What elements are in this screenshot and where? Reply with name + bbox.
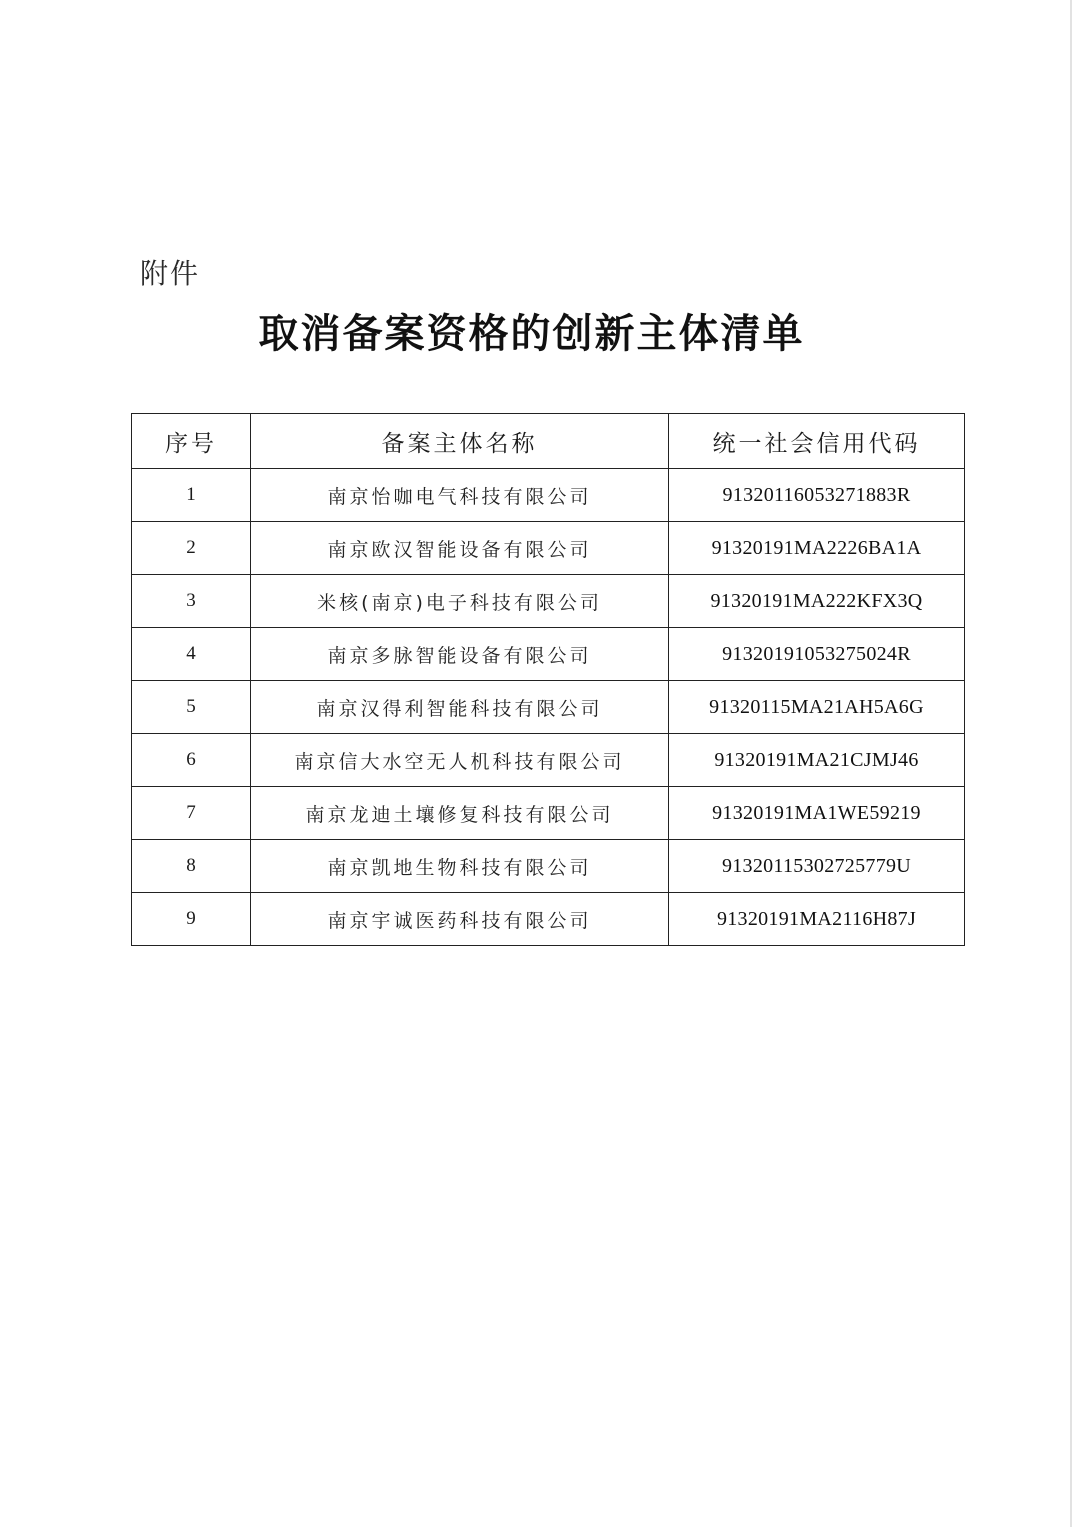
row-credit-code: 91320191053275024R (669, 628, 965, 681)
row-entity-name: 南京怡咖电气科技有限公司 (251, 469, 669, 522)
table-row (132, 469, 965, 522)
row-credit-code: 91320115MA21AH5A6G (669, 681, 965, 734)
table-row (132, 787, 965, 840)
row-credit-code: 91320115302725779U (669, 840, 965, 893)
row-entity-name: 南京凯地生物科技有限公司 (251, 840, 669, 893)
attachment-label: 附件 (140, 257, 201, 290)
table-row (132, 522, 965, 575)
row-index: 4 (132, 628, 251, 681)
row-credit-code: 91320191MA1WE59219 (669, 787, 965, 840)
document-title: 取消备案资格的创新主体清单 (258, 310, 805, 357)
row-index: 1 (132, 469, 251, 522)
header-index: 序号 (132, 414, 251, 469)
row-credit-code: 91320191MA21CJMJ46 (669, 734, 965, 787)
row-entity-name: 南京欧汉智能设备有限公司 (251, 522, 669, 575)
row-entity-name: 南京龙迪土壤修复科技有限公司 (251, 787, 669, 840)
table-row (132, 628, 965, 681)
row-index: 2 (132, 522, 251, 575)
row-entity-name: 米核(南京)电子科技有限公司 (251, 575, 669, 628)
table-header-row (132, 414, 965, 469)
row-entity-name: 南京宇诚医药科技有限公司 (251, 893, 669, 946)
table-row (132, 681, 965, 734)
row-index: 5 (132, 681, 251, 734)
row-credit-code: 91320191MA2116H87J (669, 893, 965, 946)
row-credit-code: 91320116053271883R (669, 469, 965, 522)
entity-table (131, 413, 965, 946)
row-index: 8 (132, 840, 251, 893)
row-entity-name: 南京汉得利智能科技有限公司 (251, 681, 669, 734)
row-index: 3 (132, 575, 251, 628)
page-edge (1070, 0, 1072, 1527)
header-entity-name: 备案主体名称 (251, 414, 669, 469)
row-credit-code: 91320191MA222KFX3Q (669, 575, 965, 628)
header-credit-code: 统一社会信用代码 (669, 414, 965, 469)
row-index: 9 (132, 893, 251, 946)
row-index: 7 (132, 787, 251, 840)
table-row (132, 575, 965, 628)
row-entity-name: 南京多脉智能设备有限公司 (251, 628, 669, 681)
table-row (132, 893, 965, 946)
row-credit-code: 91320191MA2226BA1A (669, 522, 965, 575)
row-index: 6 (132, 734, 251, 787)
table-row (132, 734, 965, 787)
table-row (132, 840, 965, 893)
row-entity-name: 南京信大水空无人机科技有限公司 (251, 734, 669, 787)
